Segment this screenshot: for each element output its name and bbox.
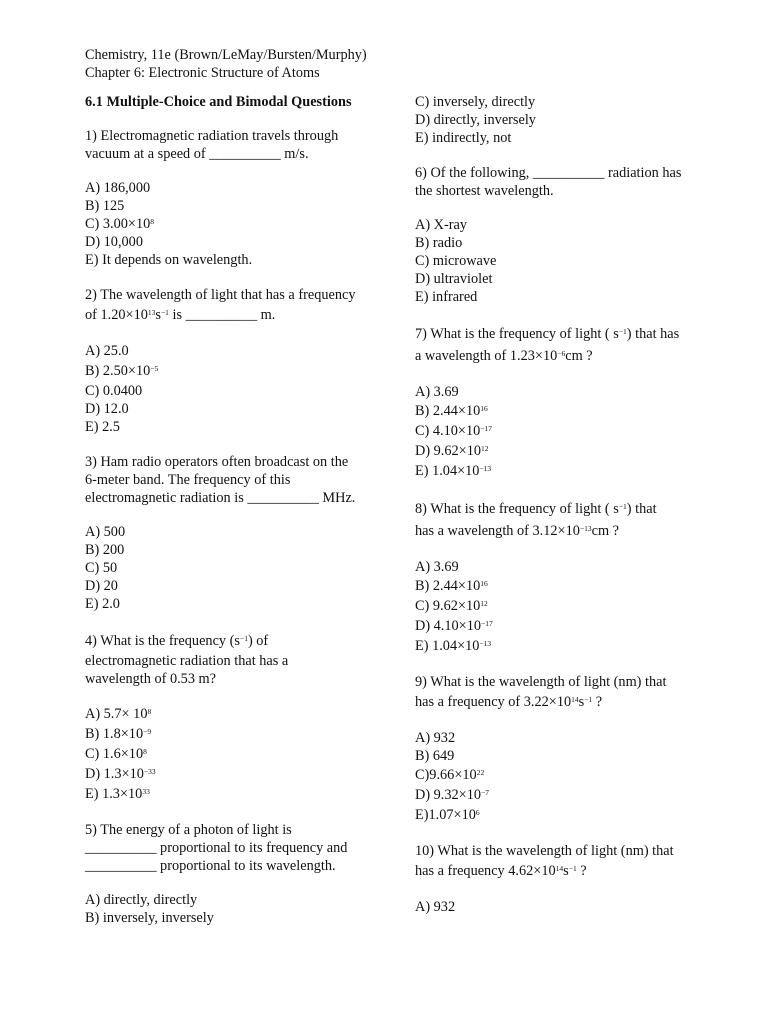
option-b: B) 125 bbox=[85, 198, 125, 214]
option-c: C) $4.10\times 10^{-17}$ bbox=[415, 423, 492, 439]
option-c: C) $9.62\times 10^{12}$ bbox=[415, 598, 488, 614]
option-d: D) 20 bbox=[85, 578, 118, 594]
question-4 bbox=[85, 630, 385, 804]
question-8 bbox=[415, 498, 715, 656]
option-d: D) 12.0 bbox=[85, 401, 129, 417]
question-4-options bbox=[85, 704, 385, 804]
question-6-text: 6) Of the following, __________ radiation has the shortest wavelength. bbox=[415, 165, 682, 199]
option-a: A) $5.7\times 10^8$ bbox=[85, 706, 152, 722]
question-8-options bbox=[415, 558, 715, 656]
option-d: D) 10,000 bbox=[85, 234, 143, 250]
option-d: D) $9.62\times 10^{12}$ bbox=[415, 443, 489, 459]
option-a: A) 186,000 bbox=[85, 180, 151, 196]
option-a: A) X-ray bbox=[415, 217, 468, 233]
option-c: C) 50 bbox=[85, 560, 118, 576]
option-b: B) 649 bbox=[415, 748, 455, 764]
option-c: C) $1.6\times 10^8$ bbox=[85, 746, 147, 762]
option-b: B) $1.8\times 10^{-9}$ bbox=[85, 726, 152, 742]
option-d: D) $1.3\times 10^{-33}$ bbox=[85, 766, 156, 782]
question-2 bbox=[85, 286, 385, 436]
chapter-title: Chapter 6: Electronic Structure of Atoms bbox=[85, 65, 320, 81]
option-c: C) inversely, directly bbox=[415, 94, 536, 110]
option-b: B) radio bbox=[415, 235, 463, 251]
option-d: D) $9.32\times 10^{-7}$ bbox=[415, 787, 490, 803]
question-7 bbox=[415, 323, 715, 481]
question-10 bbox=[415, 842, 715, 916]
question-9 bbox=[415, 673, 715, 825]
book-title: Chemistry, 11e (Brown/LeMay/Bursten/Murphy) bbox=[85, 47, 367, 63]
option-b: B) 200 bbox=[85, 542, 125, 558]
option-e: E) $1.04\times 10^{-13}$ bbox=[415, 463, 492, 479]
question-10-options bbox=[415, 898, 715, 916]
option-e: E) $1.04\times 10^{-13}$ bbox=[415, 638, 492, 654]
left-column bbox=[85, 93, 385, 944]
question-2-options bbox=[85, 342, 385, 436]
question-7-text: 7) What is the frequency of light ( $s^{-1}$) that has a wavelength of $1.23\times 10^{-6}cm$ ? bbox=[415, 326, 680, 364]
question-10-text: 10) What is the wavelength of light (nm) that has a frequency $4.62\times 10^{14}s^{-1}$ ? bbox=[415, 843, 674, 879]
question-6 bbox=[415, 164, 715, 306]
option-c: C) 0.0400 bbox=[85, 383, 143, 399]
option-a: A) 3.69 bbox=[415, 384, 459, 400]
option-a: A) 25.0 bbox=[85, 343, 129, 359]
option-d: D) directly, inversely bbox=[415, 112, 536, 128]
question-3 bbox=[85, 453, 385, 613]
question-1-text: 1) Electromagnetic radiation travels through vacuum at a speed of __________ m/s. bbox=[85, 128, 339, 162]
question-6-options bbox=[415, 216, 715, 306]
question-4-text: 4) What is the frequency $(s^{-1})$ of electromagnetic radiation that has a wavelength of 0.53 m? bbox=[85, 633, 289, 687]
option-e: E) It depends on wavelength. bbox=[85, 252, 253, 268]
option-b: B) $2.50\times 10^{-5}$ bbox=[85, 363, 159, 379]
question-3-text: 3) Ham radio operators often broadcast on the 6-meter band. The frequency of this electromagnetic radiation is __________ MHz. bbox=[85, 454, 356, 506]
question-5-text: 5) The energy of a photon of light is __________ proportional to its frequency and __________ proportional to its wavelength. bbox=[85, 822, 348, 874]
option-c: C) $3.00\times 10^8$ bbox=[85, 216, 155, 232]
option-e: E) 2.5 bbox=[85, 419, 120, 435]
option-b: B) inversely, inversely bbox=[85, 910, 214, 926]
document-header bbox=[85, 46, 367, 82]
question-9-options bbox=[415, 729, 715, 825]
question-5-options-continued bbox=[415, 93, 715, 147]
question-5-options bbox=[85, 891, 385, 927]
option-e: E) 2.0 bbox=[85, 596, 120, 612]
option-a: A) 500 bbox=[85, 524, 126, 540]
option-e: E) indirectly, not bbox=[415, 130, 512, 146]
question-9-text: 9) What is the wavelength of light (nm) that has a frequency of $3.22\times 10^{14}s^{-1}$ ? bbox=[415, 674, 667, 710]
question-5 bbox=[85, 821, 385, 927]
question-8-text: 8) What is the frequency of light ( $s^{-1}$) that has a wavelength of $3.12\times 10^{-13}cm$ ? bbox=[415, 501, 657, 539]
option-d: D) ultraviolet bbox=[415, 271, 493, 287]
option-b: B) $2.44\times 10^{16}$ bbox=[415, 403, 488, 419]
question-1-options bbox=[85, 179, 385, 269]
option-a: A) 932 bbox=[415, 899, 456, 915]
option-b: B) $2.44\times 10^{16}$ bbox=[415, 578, 488, 594]
question-7-options bbox=[415, 383, 715, 481]
question-3-options bbox=[85, 523, 385, 613]
option-a: A) 932 bbox=[415, 730, 456, 746]
question-1 bbox=[85, 127, 385, 269]
option-d: D) $4.10\times 10^{-17}$ bbox=[415, 618, 493, 634]
right-column bbox=[415, 93, 715, 933]
option-a: A) 3.69 bbox=[415, 559, 459, 575]
option-a: A) directly, directly bbox=[85, 892, 198, 908]
option-c: $C)9.66\times 10^{22}$ bbox=[415, 767, 485, 783]
option-c: C) microwave bbox=[415, 253, 497, 269]
section-title: 6.1 Multiple-Choice and Bimodal Questions bbox=[85, 94, 352, 110]
option-e: E) infrared bbox=[415, 289, 478, 305]
question-2-text: 2) The wavelength of light that has a frequency of $1.20\times 10^{13}s^{-1}$ is __________ m. bbox=[85, 287, 356, 323]
option-e: E) $1.3\times 10^{33}$ bbox=[85, 786, 150, 802]
option-e: $E)1.07\times 10^6$ bbox=[415, 807, 480, 823]
